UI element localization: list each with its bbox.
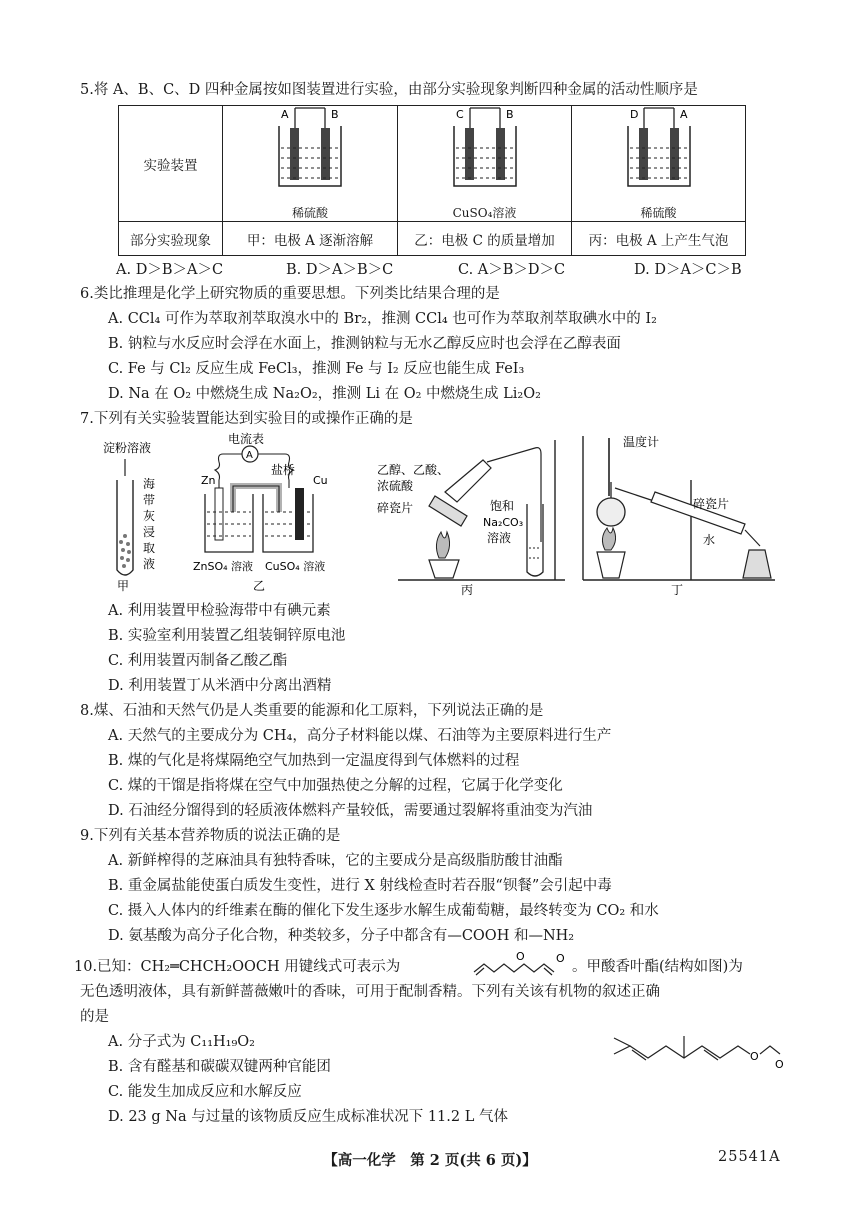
q5-device-yi xyxy=(398,106,572,222)
yi-bridge-label: 盐桥 xyxy=(271,463,296,477)
q5-option-c[interactable]: C. A＞B＞D＞C xyxy=(458,262,566,278)
q10-option-c[interactable]: C. 能发生加成反应和水解反应 xyxy=(108,1084,302,1100)
ding-thermo-label: 温度计 xyxy=(623,435,660,449)
bing-sat-1: 饱和 xyxy=(490,499,515,513)
jia-side-6: 液 xyxy=(143,557,156,571)
q5-option-a[interactable]: A. D＞B＞A＞C xyxy=(116,262,224,278)
q5-phenomenon-jia: 甲：电极 A 逐渐溶解 xyxy=(223,222,398,256)
q7-figure xyxy=(95,432,775,597)
q10-option-b[interactable]: B. 含有醛基和碳碳双键两种官能团 xyxy=(108,1059,331,1075)
ding-chip-label: 碎瓷片 xyxy=(693,497,730,511)
yi-meter-label: 电流表 xyxy=(228,432,265,446)
q5-device-bing xyxy=(572,106,746,222)
q10-option-d[interactable]: D. 23 g Na 与过量的该物质反应生成标准状况下 11.2 L 气体 xyxy=(108,1109,508,1125)
electrode-label: B xyxy=(331,108,339,121)
q8-option-c[interactable]: C. 煤的干馏是指将煤在空气中加强热使之分解的过程，它属于化学变化 xyxy=(108,778,563,794)
q5-device-jia xyxy=(223,106,398,222)
q7-option-c[interactable]: C. 利用装置丙制备乙酸乙酯 xyxy=(108,653,288,669)
device-jia xyxy=(103,440,155,593)
solution-label: 稀硫酸 xyxy=(640,206,677,220)
bing-reagent-1: 乙醇、乙酸、 xyxy=(377,463,450,477)
q5-stem: 5.将 A、B、C、D 四种金属按如图装置进行实验，由部分实验现象判断四种金属的活动性顺序是 xyxy=(80,82,698,98)
yi-sol1-label: ZnSO₄ 溶液 xyxy=(193,560,254,573)
electrode-label: D xyxy=(629,108,638,121)
ammeter-icon: A xyxy=(246,450,253,461)
electrode-label: C xyxy=(455,108,464,121)
q8-option-d[interactable]: D. 石油经分馏得到的轻质液体燃料产量较低，需要通过裂解将重油变为汽油 xyxy=(108,803,593,819)
q9-option-d[interactable]: D. 氨基酸为高分子化合物，种类较多，分子中都含有—COOH 和—NH₂ xyxy=(108,928,575,944)
q7-option-a[interactable]: A. 利用装置甲检验海带中有碘元素 xyxy=(108,603,331,619)
bing-reagent-2: 浓硫酸 xyxy=(377,479,414,493)
q5-option-b[interactable]: B. D＞A＞B＞C xyxy=(286,262,394,278)
oxygen-label: O xyxy=(516,950,525,963)
jia-side-3: 灰 xyxy=(143,509,156,523)
q10-stem-2: 无色透明液体，具有新鲜蔷薇嫩叶的香味，可用于配制香精。下列有关该有机物的叙述正确 xyxy=(80,984,660,1000)
q6-option-c[interactable]: C. Fe 与 Cl₂ 反应生成 FeCl₃，推测 Fe 与 I₂ 反应也能生成 FeI₃ xyxy=(108,361,525,377)
q6-option-b[interactable]: B. 钠粒与水反应时会浮在水面上，推测钠粒与无水乙醇反应时也会浮在乙醇表面 xyxy=(108,336,621,352)
yi-name: 乙 xyxy=(253,579,266,593)
q9-option-c[interactable]: C. 摄入人体内的纤维素在酶的催化下发生逐步水解生成葡萄糖，最终转变为 CO₂ 和水 xyxy=(108,903,659,919)
q8-stem: 8.煤、石油和天然气仍是人类重要的能源和化工原料，下列说法正确的是 xyxy=(80,703,544,719)
device-bing xyxy=(377,440,565,597)
jia-side-4: 浸 xyxy=(143,525,156,539)
q8-option-b[interactable]: B. 煤的气化是将煤隔绝空气加热到一定温度得到气体燃料的过程 xyxy=(108,753,520,769)
jia-name: 甲 xyxy=(117,579,130,593)
bing-sat-2: Na₂CO₃ xyxy=(483,516,524,529)
solution-label: CuSO₄溶液 xyxy=(452,206,517,220)
beaker-icon xyxy=(604,106,714,202)
electrode-label: A xyxy=(281,108,289,121)
device-yi xyxy=(193,432,328,593)
jia-side-5: 取 xyxy=(143,541,156,555)
q7-option-b[interactable]: B. 实验室利用装置乙组装铜锌原电池 xyxy=(108,628,346,644)
oxygen-label: O xyxy=(775,1058,784,1071)
bing-name: 丙 xyxy=(461,583,474,597)
beaker-icon xyxy=(430,106,540,202)
q6-stem: 6.类比推理是化学上研究物质的重要思想。下列类比结果合理的是 xyxy=(80,286,500,302)
yi-sol2-label: CuSO₄ 溶液 xyxy=(265,560,326,573)
yi-cu-label: Cu xyxy=(313,474,328,487)
q6-option-d[interactable]: D. Na 在 O₂ 中燃烧生成 Na₂O₂，推测 Li 在 O₂ 中燃烧生成 Li₂O₂ xyxy=(108,386,541,402)
q10-option-a[interactable]: A. 分子式为 C₁₁H₁₉O₂ xyxy=(108,1034,255,1050)
q5-option-d[interactable]: D. D＞A＞C＞B xyxy=(634,262,742,278)
q5-row2-label: 部分实验现象 xyxy=(119,222,223,256)
oxygen-label: O xyxy=(556,952,565,965)
q10-stem-a: 10.已知：CH₂═CHCH₂OOCH 用键线式可表示为 xyxy=(74,959,401,975)
q8-option-a[interactable]: A. 天然气的主要成分为 CH₄，高分子材料能以煤、石油等为主要原料进行生产 xyxy=(108,728,612,744)
bing-chip-label: 碎瓷片 xyxy=(377,501,414,515)
q9-option-a[interactable]: A. 新鲜榨得的芝麻油具有独特香味，它的主要成分是高级脂肪酸甘油酯 xyxy=(108,853,563,869)
q5-table xyxy=(118,105,746,256)
q6-option-a[interactable]: A. CCl₄ 可作为萃取剂萃取溴水中的 Br₂，推测 CCl₄ 也可作为萃取剂萃取碘水中的 I₂ xyxy=(108,311,657,327)
page-footer: 【高一化学 第 2 页(共 6 页)】 xyxy=(323,1152,537,1169)
skeletal-formula-icon xyxy=(472,950,572,980)
jia-side-2: 带 xyxy=(143,493,156,507)
paper-code: 25541A xyxy=(718,1149,781,1165)
q7-option-d[interactable]: D. 利用装置丁从米酒中分离出酒精 xyxy=(108,678,332,694)
q5-row1-label: 实验装置 xyxy=(119,106,223,222)
jia-label: 淀粉溶液 xyxy=(103,441,152,455)
q7-stem: 7.下列有关实验装置能达到实验目的或操作正确的是 xyxy=(80,411,413,427)
q10-stem-3: 的是 xyxy=(80,1009,109,1025)
ding-water-label: 水 xyxy=(703,533,716,547)
q10-stem-b: 。甲酸香叶酯(结构如图)为 xyxy=(572,959,743,975)
bing-sat-3: 溶液 xyxy=(487,531,512,545)
oxygen-label: O xyxy=(750,1050,759,1063)
electrode-label: B xyxy=(505,108,514,121)
electrode-label: A xyxy=(679,108,688,121)
device-ding xyxy=(583,434,775,597)
beaker-icon xyxy=(255,106,365,202)
q5-phenomenon-yi: 乙：电极 C 的质量增加 xyxy=(398,222,572,256)
solution-label: 稀硫酸 xyxy=(291,206,328,220)
q9-stem: 9.下列有关基本营养物质的说法正确的是 xyxy=(80,828,341,844)
ding-name: 丁 xyxy=(671,583,684,597)
geranyl-formate-structure-icon xyxy=(612,1028,787,1076)
q5-phenomenon-bing: 丙：电极 A 上产生气泡 xyxy=(572,222,746,256)
yi-zn-label: Zn xyxy=(201,474,216,487)
jia-side-1: 海 xyxy=(143,477,156,491)
q9-option-b[interactable]: B. 重金属盐能使蛋白质发生变性，进行 X 射线检查时若吞服“钡餐”会引起中毒 xyxy=(108,878,612,894)
